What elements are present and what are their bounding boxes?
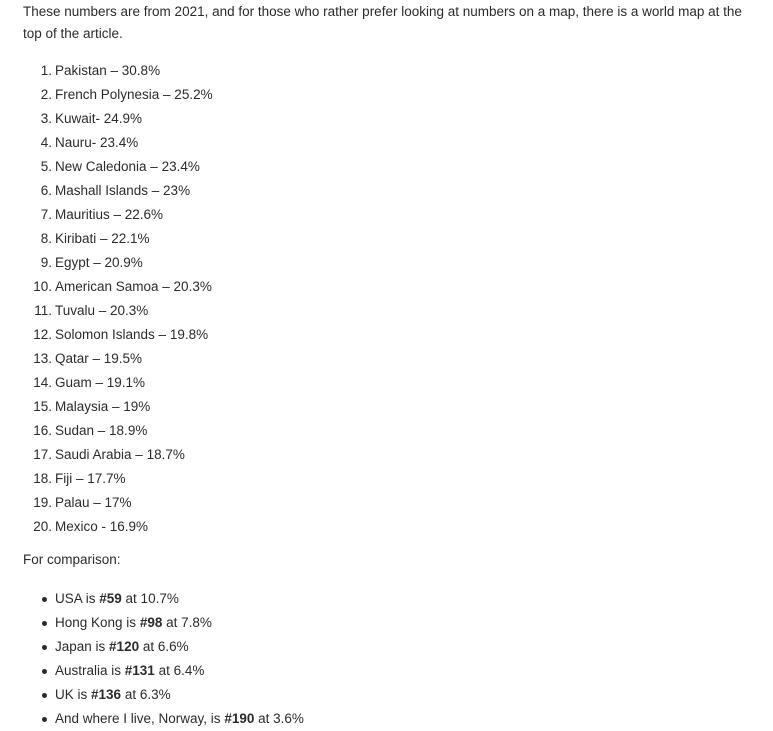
comparison-value: at 6.3% [121, 687, 171, 702]
bullet-icon [42, 669, 47, 674]
bullet-icon [42, 645, 47, 650]
comparison-value: at 3.6% [254, 711, 304, 726]
list-item [23, 683, 758, 707]
list-number: 7. [40, 207, 52, 222]
list-number: 14. [33, 375, 52, 390]
list-item [23, 635, 758, 659]
comparison-text: Hong Kong is [55, 615, 140, 630]
list-item-text: Palau – 17% [55, 495, 132, 510]
list-item [23, 443, 758, 467]
list-item [23, 419, 758, 443]
list-number: 18. [33, 471, 52, 486]
comparison-value: at 7.8% [162, 615, 212, 630]
list-number: 13. [33, 351, 52, 366]
list-item [23, 659, 758, 683]
list-item [23, 587, 758, 611]
list-item [23, 83, 758, 107]
comparison-text: Japan is [55, 639, 110, 654]
comparison-value: at 10.7% [121, 591, 179, 606]
comparison-value: at 6.4% [154, 663, 205, 678]
list-number: 20. [33, 519, 52, 534]
list-item [23, 131, 758, 155]
bullet-icon [42, 621, 47, 626]
list-item [23, 203, 758, 227]
list-item-text: Kuwait- 24.9% [55, 111, 143, 126]
list-item-text: French Polynesia – 25.2% [55, 87, 213, 102]
bullet-icon [42, 717, 47, 722]
list-number: 3. [40, 111, 52, 126]
list-item-text: Mashall Islands – 23% [55, 183, 191, 198]
list-number: 1. [40, 63, 52, 78]
list-number: 19. [33, 495, 52, 510]
list-item-text: Guam – 19.1% [55, 375, 146, 390]
list-item-text: Qatar – 19.5% [55, 351, 143, 366]
bullet-icon [42, 597, 47, 602]
list-item [23, 707, 758, 731]
list-number: 4. [40, 135, 52, 150]
list-item [23, 467, 758, 491]
intro-paragraph: These numbers are from 2021, and for those who rather prefer looking at numbers on a map, there is a world map at the top of the article. [23, 4, 742, 41]
ranking-list [23, 59, 758, 539]
list-item [23, 155, 758, 179]
list-item [23, 611, 758, 635]
list-number: 6. [40, 183, 52, 198]
list-item-text: Nauru- 23.4% [55, 135, 139, 150]
list-item [23, 275, 758, 299]
list-number: 8. [40, 231, 52, 246]
comparison-rank: #59 [99, 591, 122, 606]
list-item-text: American Samoa – 20.3% [55, 279, 212, 294]
comparison-rank: #98 [139, 615, 163, 630]
list-number: 12. [33, 327, 52, 342]
comparison-text: UK is [55, 687, 92, 702]
list-item-text: Tuvalu – 20.3% [55, 303, 149, 318]
list-number: 11. [34, 303, 52, 318]
list-number: 16. [33, 423, 52, 438]
comparison-rank: #131 [124, 663, 155, 678]
list-item [23, 227, 758, 251]
list-item [23, 515, 758, 539]
list-item [23, 395, 758, 419]
list-number: 5. [40, 159, 52, 174]
comparison-rank: #136 [91, 687, 122, 702]
list-item-text: Fiji – 17.7% [55, 471, 126, 486]
list-number: 15. [33, 399, 52, 414]
list-number: 17. [33, 447, 52, 462]
comparison-value: at 6.6% [139, 639, 189, 654]
comparison-list [23, 587, 758, 731]
comparison-text: Australia is [55, 663, 125, 678]
list-item [23, 179, 758, 203]
comparison-rank: #190 [224, 711, 255, 726]
list-item [23, 299, 758, 323]
list-item [23, 59, 758, 83]
list-item-text: Solomon Islands – 19.8% [55, 327, 209, 342]
list-number: 10. [33, 279, 52, 294]
list-item-text: Kiribati – 22.1% [55, 231, 150, 246]
comparison-text: USA is [55, 591, 100, 606]
comparison-rank: #120 [109, 639, 140, 654]
list-item-text: Malaysia – 19% [55, 399, 151, 414]
comparison-heading: For comparison: [23, 552, 121, 567]
list-item [23, 107, 758, 131]
list-item-text: Mauritius – 22.6% [55, 207, 164, 222]
list-item-text: Saudi Arabia – 18.7% [55, 447, 185, 462]
list-number: 2. [40, 87, 52, 102]
comparison-text: And where I live, Norway, is [55, 711, 225, 726]
list-item [23, 347, 758, 371]
bullet-icon [42, 693, 47, 698]
list-item [23, 371, 758, 395]
list-item [23, 251, 758, 275]
list-item-text: Egypt – 20.9% [55, 255, 143, 270]
list-item-text: Pakistan – 30.8% [55, 63, 161, 78]
list-item-text: Mexico - 16.9% [55, 519, 149, 534]
list-item [23, 491, 758, 515]
list-item-text: New Caledonia – 23.4% [55, 159, 200, 174]
list-item-text: Sudan – 18.9% [55, 423, 148, 438]
list-item [23, 323, 758, 347]
list-number: 9. [40, 255, 52, 270]
